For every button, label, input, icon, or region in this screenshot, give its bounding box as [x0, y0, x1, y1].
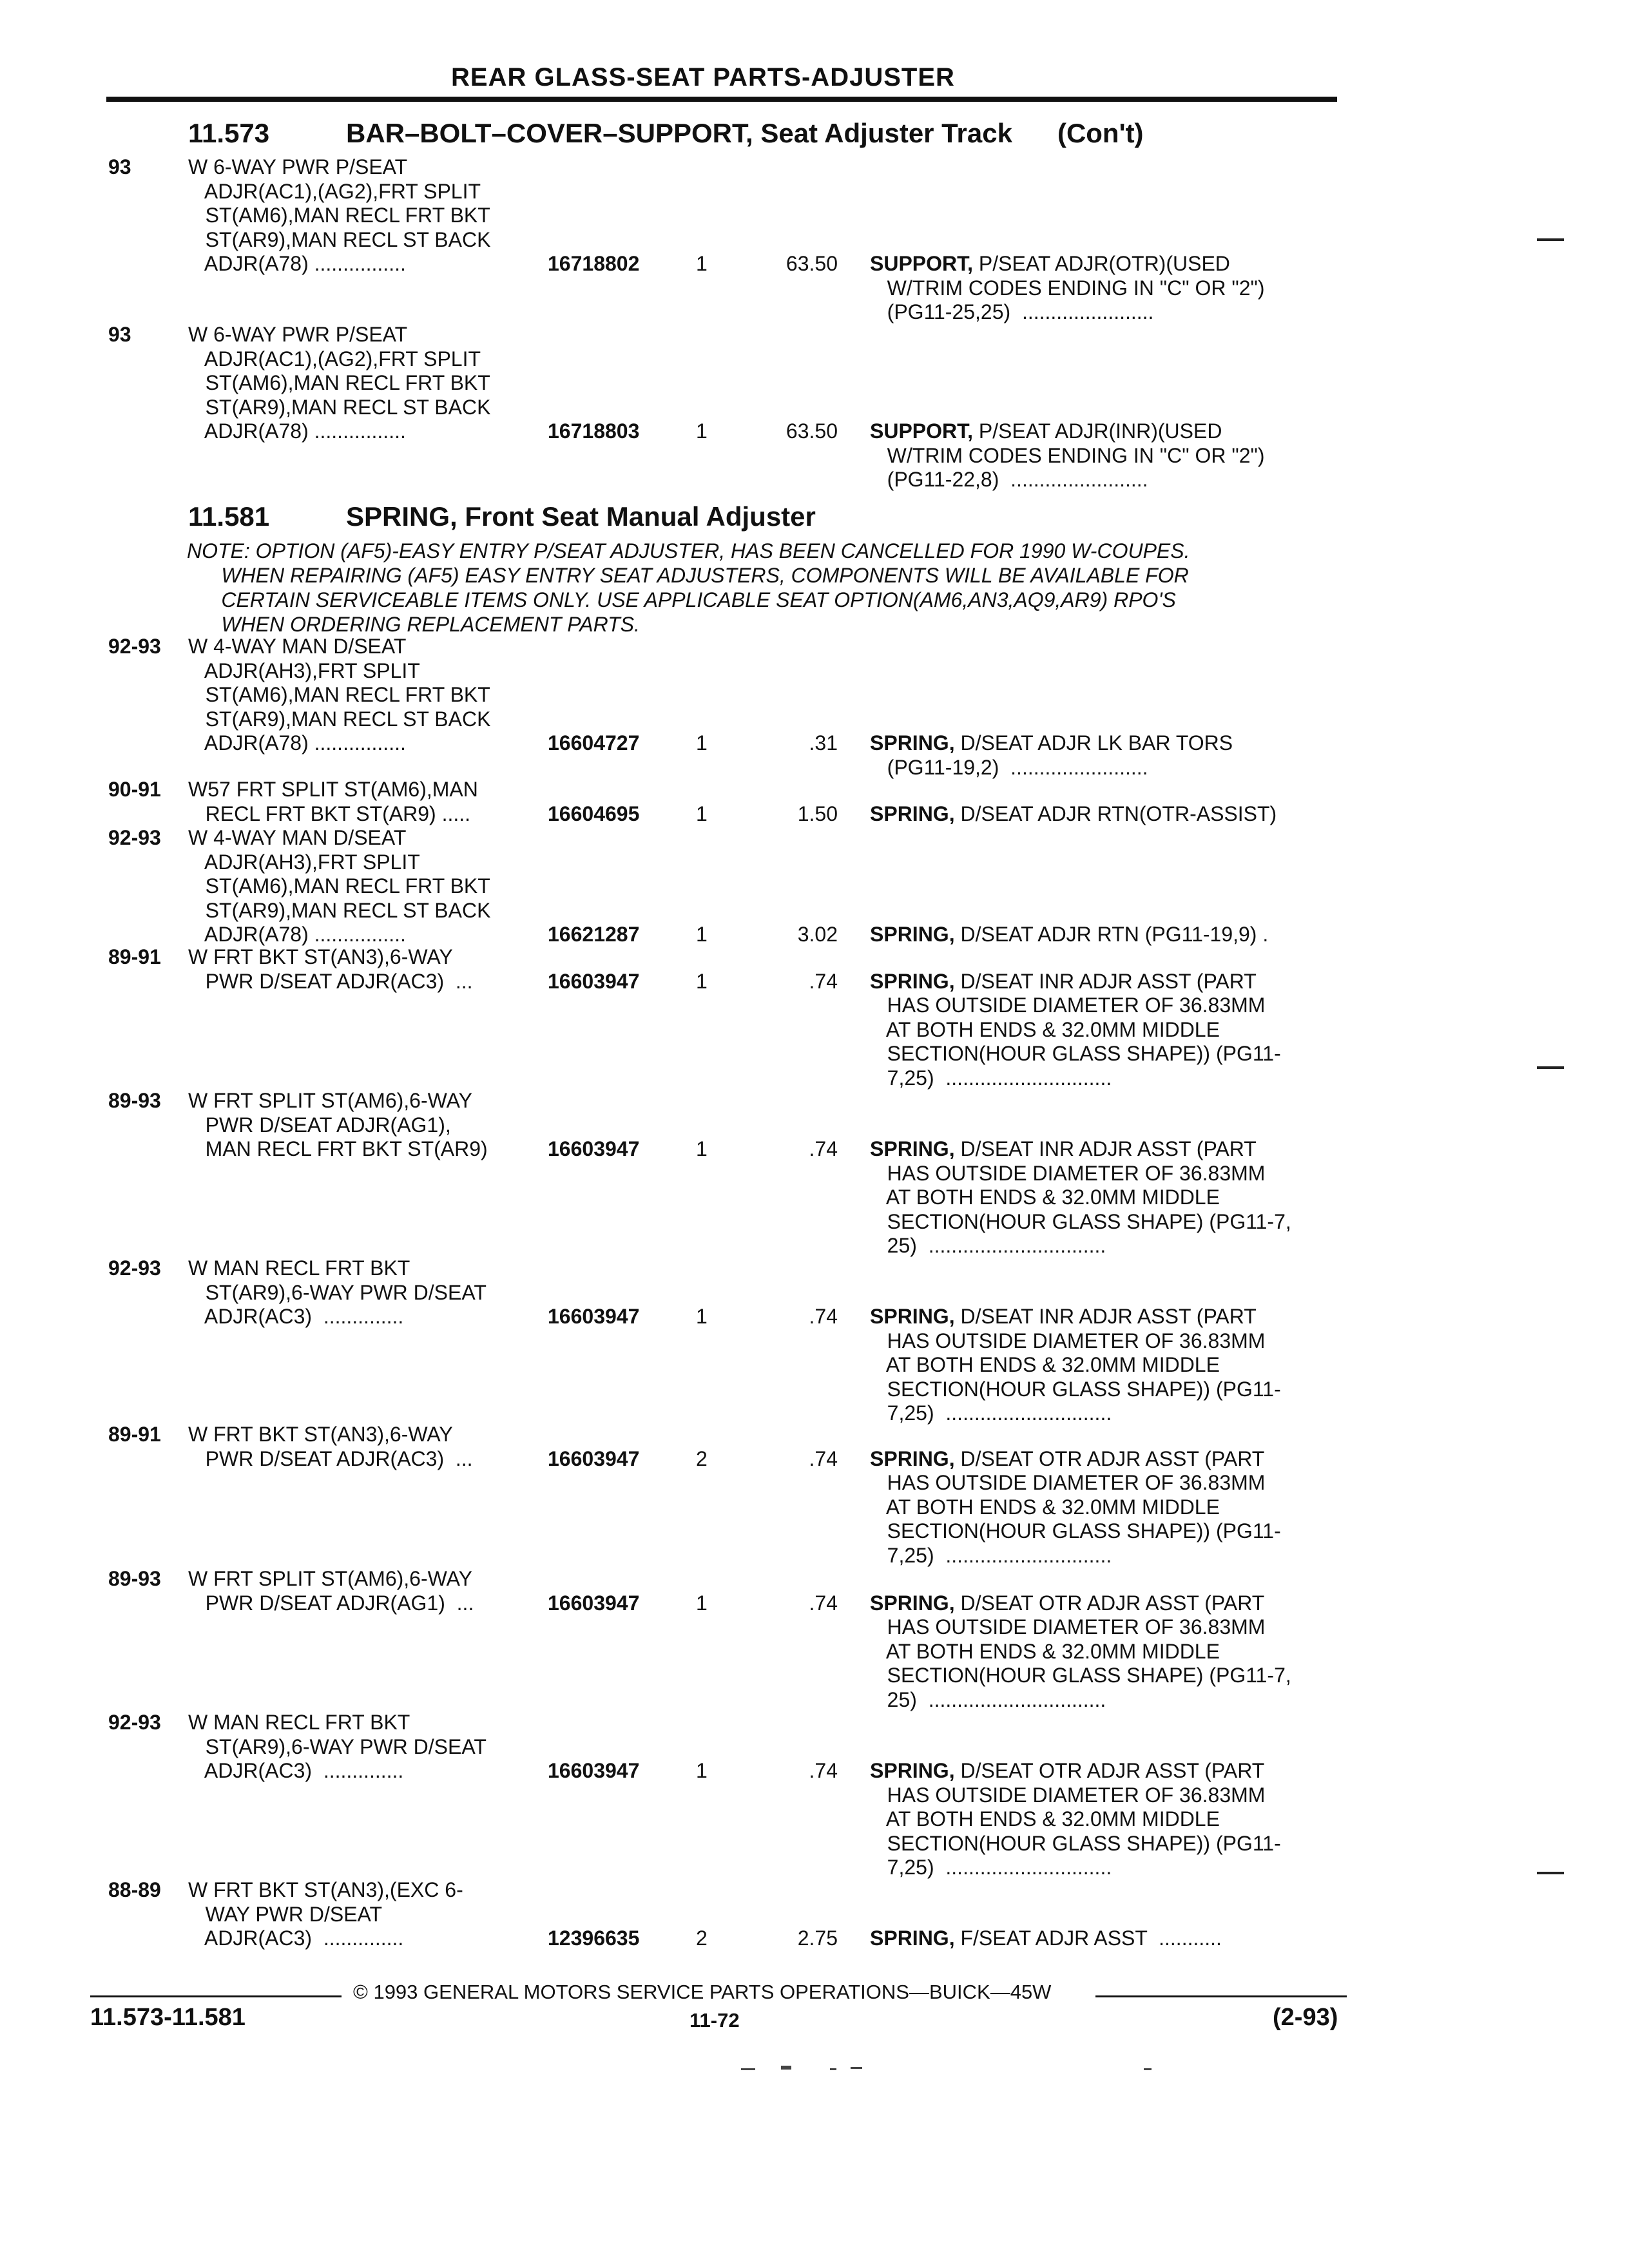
price: .74 — [809, 1446, 838, 1470]
page-header-title: REAR GLASS-SEAT PARTS-ADJUSTER — [451, 63, 955, 91]
model-years: 89-91 — [108, 1423, 161, 1446]
quantity: 2 — [696, 1446, 708, 1470]
quantity: 1 — [696, 252, 708, 275]
part-description-text: D/SEAT INR ADJR ASST (PART HAS OUTSIDE DIAMETER OF 36.83MM AT BOTH ENDS & 32.0MM MIDDLE SECTION(HOUR GLASS SHAPE)) (PG11- 7,25) ............................. — [885, 1305, 1281, 1425]
margin-mark — [1537, 238, 1564, 241]
quantity: 1 — [696, 419, 708, 443]
part-description — [870, 1927, 1222, 1951]
price: 2.75 — [797, 1927, 838, 1950]
part-description-text: D/SEAT INR ADJR ASST (PART HAS OUTSIDE DIAMETER OF 36.83MM AT BOTH ENDS & 32.0MM MIDDLE SECTION(HOUR GLASS SHAPE)) (PG11- 7,25) ............................. — [885, 969, 1281, 1090]
application-description: W 6-WAY PWR P/SEAT ADJR(AC1),(AG2),FRT SPLIT ST(AM6),MAN RECL FRT BKT ST(AR9),MAN RECL ST BACK ADJR(A78) ................ — [188, 323, 491, 443]
model-years: 89-93 — [108, 1567, 161, 1590]
section-note: NOTE: OPTION (AF5)-EASY ENTRY P/SEAT ADJUSTER, HAS BEEN CANCELLED FOR 1990 W-COUPES. WHEN REPAIRING (AF5) EASY ENTRY SEAT ADJUSTERS, COMPONENTS WILL BE AVAILABLE FOR CERTAIN SERVICEABLE ITEMS ONLY. USE APPLICABLE SEAT OPTION(AM6,AN3,AQ9,AR9) RPO'S WHEN ORDERING REPLACEMENT PARTS. — [187, 539, 1190, 636]
quantity: 1 — [696, 1137, 708, 1160]
application-description: W FRT BKT ST(AN3),6-WAY PWR D/SEAT ADJR(AC3) ... — [188, 945, 473, 993]
application-description: W FRT SPLIT ST(AM6),6-WAY PWR D/SEAT ADJR(AG1), MAN RECL FRT BKT ST(AR9) — [188, 1089, 488, 1160]
model-years: 92-93 — [108, 635, 161, 658]
part-name: SPRING, — [870, 731, 955, 754]
part-description-text: D/SEAT ADJR RTN (PG11-19,9) . — [954, 923, 1269, 946]
footer-page-number: 11-72 — [689, 2009, 740, 2032]
part-number: 16603947 — [548, 1591, 640, 1615]
section-title: BAR–BOLT–COVER–SUPPORT, Seat Adjuster Track — [346, 118, 1012, 148]
part-description-text: D/SEAT INR ADJR ASST (PART HAS OUTSIDE DIAMETER OF 36.83MM AT BOTH ENDS & 32.0MM MIDDLE SECTION(HOUR GLASS SHAPE) (PG11-7, 25) ............................... — [885, 1137, 1291, 1257]
quantity: 1 — [696, 1305, 708, 1328]
margin-mark — [1537, 1872, 1564, 1874]
part-name: SUPPORT, — [870, 419, 974, 443]
part-name: SUPPORT, — [870, 252, 974, 275]
part-name: SPRING, — [870, 1446, 955, 1470]
part-description-text: D/SEAT OTR ADJR ASST (PART HAS OUTSIDE DIAMETER OF 36.83MM AT BOTH ENDS & 32.0MM MIDDLE SECTION(HOUR GLASS SHAPE) (PG11-7, 25) ............................... — [885, 1591, 1291, 1711]
price: .74 — [809, 1759, 838, 1782]
section-heading-11-573 — [188, 118, 1144, 149]
part-number: 16603947 — [548, 1305, 640, 1328]
part-name: SPRING, — [870, 1305, 955, 1328]
part-number: 16604695 — [548, 802, 640, 825]
price: .74 — [809, 1591, 838, 1615]
price: .31 — [809, 731, 838, 754]
part-number: 16603947 — [548, 969, 640, 993]
application-description: W MAN RECL FRT BKT ST(AR9),6-WAY PWR D/SEAT ADJR(AC3) .............. — [188, 1256, 487, 1328]
part-description — [870, 802, 1277, 827]
part-number: 16603947 — [548, 1759, 640, 1782]
part-description — [870, 1591, 1291, 1713]
application-description: W 4-WAY MAN D/SEAT ADJR(AH3),FRT SPLIT ST(AM6),MAN RECL FRT BKT ST(AR9),MAN RECL ST BACK ADJR(A78) ................ — [188, 826, 491, 946]
quantity: 1 — [696, 969, 708, 993]
application-description: W FRT BKT ST(AN3),(EXC 6- WAY PWR D/SEAT ADJR(AC3) .............. — [188, 1878, 463, 1950]
part-description — [870, 970, 1281, 1091]
quantity: 1 — [696, 731, 708, 754]
model-years: 92-93 — [108, 1711, 161, 1734]
part-description — [870, 731, 1233, 780]
application-description: W57 FRT SPLIT ST(AM6),MAN RECL FRT BKT ST(AR9) ..... — [188, 778, 478, 825]
model-years: 88-89 — [108, 1878, 161, 1901]
price: .74 — [809, 1305, 838, 1328]
model-years: 89-93 — [108, 1089, 161, 1112]
scan-speck — [741, 2068, 755, 2070]
quantity: 1 — [696, 802, 708, 825]
part-name: SPRING, — [870, 923, 955, 946]
quantity: 1 — [696, 1759, 708, 1782]
part-number: 16603947 — [548, 1137, 640, 1160]
quantity: 2 — [696, 1927, 708, 1950]
section-heading-11-581 — [188, 501, 816, 532]
part-description — [870, 1137, 1291, 1258]
part-description-text: P/SEAT ADJR(OTR)(USED W/TRIM CODES ENDING IN "C" OR "2") (PG11-25,25) ....................... — [887, 252, 1265, 323]
part-number: 16603947 — [548, 1446, 640, 1470]
section-number: 11.573 — [188, 118, 270, 148]
part-description-text: D/SEAT ADJR LK BAR TORS (PG11-19,2) ........................ — [887, 731, 1233, 779]
model-years: 92-93 — [108, 1256, 161, 1280]
quantity: 1 — [696, 1591, 708, 1615]
part-name: SPRING, — [870, 1927, 955, 1950]
part-description-text: P/SEAT ADJR(INR)(USED W/TRIM CODES ENDING IN "C" OR "2") (PG11-22,8) ........................ — [887, 419, 1265, 491]
part-description — [870, 419, 1265, 492]
price: 63.50 — [786, 419, 838, 443]
model-years: 92-93 — [108, 826, 161, 849]
model-years: 93 — [108, 323, 131, 346]
application-description: W FRT BKT ST(AN3),6-WAY PWR D/SEAT ADJR(AC3) ... — [188, 1423, 473, 1470]
quantity: 1 — [696, 923, 708, 946]
footer-rule-left — [90, 1995, 342, 1997]
part-number: 16621287 — [548, 923, 640, 946]
part-description-text: D/SEAT OTR ADJR ASST (PART HAS OUTSIDE DIAMETER OF 36.83MM AT BOTH ENDS & 32.0MM MIDDLE SECTION(HOUR GLASS SHAPE)) (PG11- 7,25) ............................. — [885, 1446, 1281, 1567]
part-number: 16718803 — [548, 419, 640, 443]
header-rule — [106, 97, 1337, 102]
price: .74 — [809, 1137, 838, 1160]
price: 63.50 — [786, 252, 838, 275]
section-title: SPRING, Front Seat Manual Adjuster — [346, 501, 816, 532]
part-number: 16718802 — [548, 252, 640, 275]
scan-speck — [781, 2066, 791, 2070]
footer-revision-date: (2-93) — [1273, 2004, 1338, 2031]
part-description — [870, 923, 1268, 947]
footer-copyright: © 1993 GENERAL MOTORS SERVICE PARTS OPERATIONS—BUICK—45W — [353, 1981, 1052, 2003]
margin-mark — [1537, 1066, 1564, 1069]
model-years: 90-91 — [108, 778, 161, 801]
application-description: W FRT SPLIT ST(AM6),6-WAY PWR D/SEAT ADJR(AG1) ... — [188, 1567, 474, 1615]
part-description — [870, 1447, 1281, 1568]
part-description — [870, 1305, 1281, 1426]
model-years: 89-91 — [108, 945, 161, 968]
part-number: 16604727 — [548, 731, 640, 754]
part-name: SPRING, — [870, 802, 955, 825]
application-description: W 4-WAY MAN D/SEAT ADJR(AH3),FRT SPLIT ST(AM6),MAN RECL FRT BKT ST(AR9),MAN RECL ST BACK ADJR(A78) ................ — [188, 635, 491, 754]
part-description — [870, 1759, 1281, 1880]
part-name: SPRING, — [870, 969, 955, 993]
scan-speck — [1144, 2068, 1152, 2070]
part-description-text: D/SEAT ADJR RTN(OTR-ASSIST) — [954, 802, 1277, 825]
price: 3.02 — [797, 923, 838, 946]
part-number: 12396635 — [548, 1927, 640, 1950]
scan-speck — [851, 2067, 862, 2069]
model-years: 93 — [108, 155, 131, 178]
footer-section-range: 11.573-11.581 — [90, 2004, 246, 2031]
part-description-text: F/SEAT ADJR ASST ........... — [954, 1927, 1222, 1950]
part-name: SPRING, — [870, 1591, 955, 1615]
application-description: W MAN RECL FRT BKT ST(AR9),6-WAY PWR D/SEAT ADJR(AC3) .............. — [188, 1711, 487, 1782]
section-continued: (Con't) — [1057, 118, 1144, 148]
section-number: 11.581 — [188, 501, 270, 532]
scan-speck — [830, 2068, 836, 2070]
part-description-text: D/SEAT OTR ADJR ASST (PART HAS OUTSIDE DIAMETER OF 36.83MM AT BOTH ENDS & 32.0MM MIDDLE SECTION(HOUR GLASS SHAPE)) (PG11- 7,25) ............................. — [885, 1759, 1281, 1879]
part-description — [870, 252, 1265, 325]
price: .74 — [809, 969, 838, 993]
part-name: SPRING, — [870, 1759, 955, 1782]
footer-rule-right — [1095, 1995, 1347, 1997]
price: 1.50 — [797, 802, 838, 825]
part-name: SPRING, — [870, 1137, 955, 1160]
application-description: W 6-WAY PWR P/SEAT ADJR(AC1),(AG2),FRT SPLIT ST(AM6),MAN RECL FRT BKT ST(AR9),MAN RECL ST BACK ADJR(A78) ................ — [188, 155, 491, 275]
